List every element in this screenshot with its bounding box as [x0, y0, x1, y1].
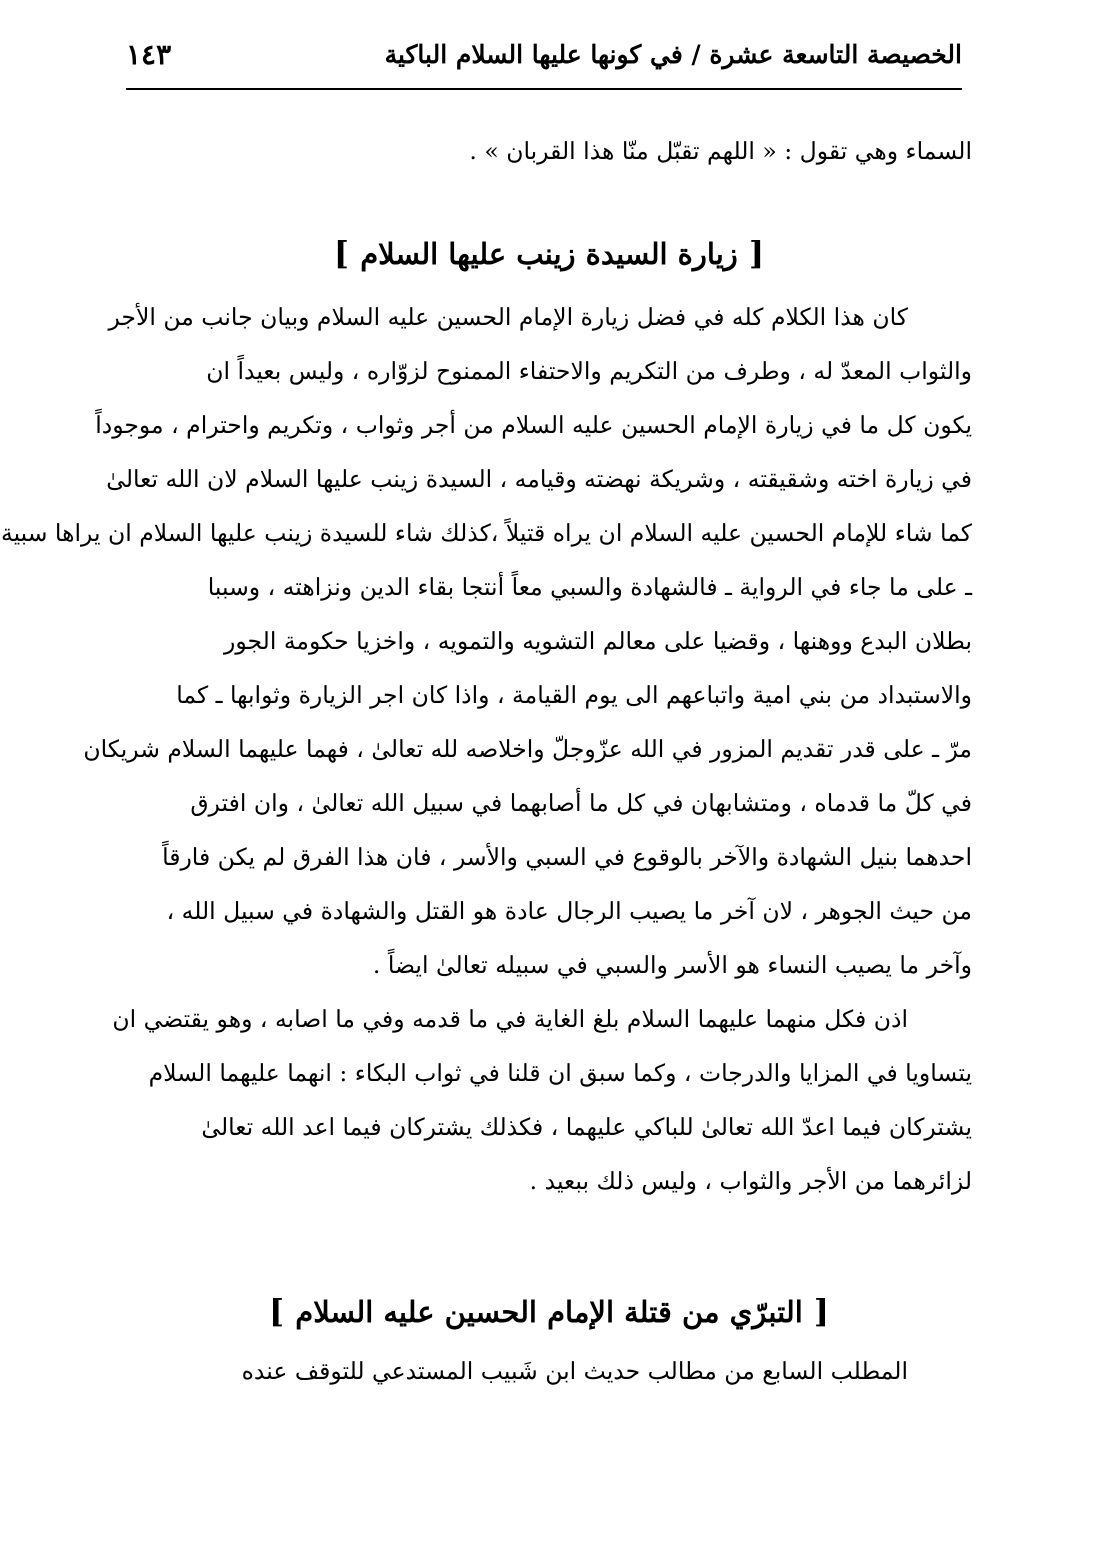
text-line: يتساويا في المزايا والدرجات ، وكما سبق ان قلنا في ثواب البكاء : انهما عليهما السلام: [148, 1059, 972, 1087]
section-heading-text: زيارة السيدة زينب عليها السلام: [360, 237, 738, 271]
text-line: السماء وهي تقول : « اللهم تقبّل منّا هذا القربان » .: [469, 137, 972, 165]
text-line: والثواب المعدّ له ، وطرف من التكريم والاحتفاء الممنوح لزوّاره ، وليس بعيداً ان: [206, 357, 972, 385]
text-line: والاستبداد من بني امية واتباعهم الى يوم القيامة ، واذا كان اجر الزيارة وثوابها ـ كما: [176, 681, 972, 709]
text-line: المطلب السابع من مطالب حديث ابن شَبيب المستدعي للتوقف عنده: [241, 1357, 908, 1385]
text-line: يكون كل ما في زيارة الإمام الحسين عليه السلام من أجر وثواب ، وتكريم واحترام ، موجوداً: [95, 411, 972, 439]
page-header: [126, 38, 962, 90]
text-line: وآخر ما يصيب النساء هو الأسر والسبي في سبيله تعالىٰ ايضاً .: [372, 951, 972, 979]
text-line: كما شاء للإمام الحسين عليه السلام ان يراه قتيلاً ،كذلك شاء للسيدة زينب عليها السلام ان يراها سبية: [0, 519, 972, 547]
text-line: كان هذا الكلام كله في فضل زيارة الإمام الحسين عليه السلام وبيان جانب من الأجر: [108, 303, 908, 331]
text-line: بطلان البدع ووهنها ، وقضيا على معالم التشويه والتمويه ، واخزيا حكومة الجور: [224, 627, 972, 655]
text-line: مرّ ـ على قدر تقديم المزور في الله عزّوجلّ واخلاصه لله تعالىٰ ، فهما عليهما السلام شريكان: [83, 735, 972, 763]
running-title: الخصيصة التاسعة عشرة / في كونها عليها السلام الباكية: [384, 40, 962, 69]
section-heading: [ التبرّي من قتلة الإمام الحسين عليه السلام ]: [268, 1292, 830, 1330]
text-line: يشتركان فيما اعدّ الله تعالىٰ للباكي عليهما ، فكذلك يشتركان فيما اعد الله تعالىٰ: [201, 1113, 972, 1141]
text-line: من حيث الجوهر ، لان آخر ما يصيب الرجال عادة هو القتل والشهادة في سبيل الله ،: [166, 897, 972, 925]
text-line: احدهما بنيل الشهادة والآخر بالوقوع في السبي والأسر ، فان هذا الفرق لم يكن فارقاً: [162, 843, 972, 871]
text-line: في كلّ ما قدماه ، ومتشابهان في كل ما أصابهما في سبيل الله تعالىٰ ، وان افترق: [190, 789, 972, 817]
page-number: ١٤٣: [126, 38, 172, 71]
text-line: لزائرهما من الأجر والثواب ، وليس ذلك ببعيد .: [529, 1167, 972, 1195]
text-line: اذن فكل منهما عليهما السلام بلغ الغاية في ما قدمه وفي ما اصابه ، وهو يقتضي ان: [112, 1005, 908, 1033]
text-line: ـ على ما جاء في الرواية ـ فالشهادة والسبي معاً أنتجا بقاء الدين ونزاهته ، وسببا: [207, 573, 972, 601]
section-heading: [ زيارة السيدة زينب عليها السلام ]: [333, 234, 765, 272]
text-line: في زيارة اخته وشقيقته ، وشريكة نهضته وقيامه ، السيدة زينب عليها السلام لان الله تعالىٰ: [106, 465, 972, 493]
section-heading-text: التبرّي من قتلة الإمام الحسين عليه السلام: [295, 1295, 803, 1329]
